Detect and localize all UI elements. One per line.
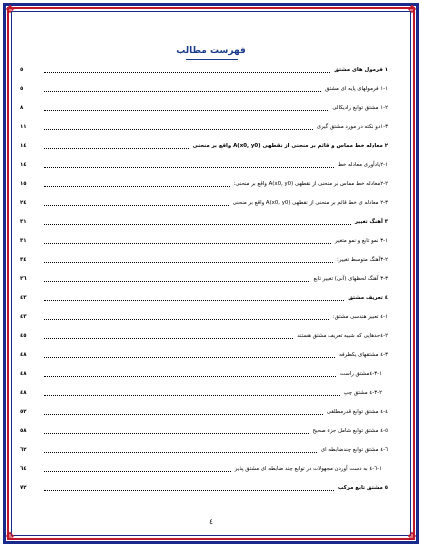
toc-leader [44,490,334,491]
toc-entry-label: ٣-٢ معادله ی خط قائم بر منحنی از نقطهی A(x0, y0) واقع بر منحنی [232,200,388,206]
toc-leader [44,452,317,453]
toc-leader [44,186,230,187]
toc-entry-label: ٥-٤ مشتق توابع شامل جزء صحیح [312,428,388,434]
toc-entry-page: ٥٨ [20,428,27,434]
toc-leader [44,72,330,73]
toc-entry[interactable] [20,349,388,361]
toc-leader [44,243,331,244]
toc-entry[interactable] [20,197,388,209]
corner-ornament-icon: ✥ [407,3,417,16]
toc-entry[interactable] [20,368,388,380]
toc-entry-label: ٢-٣آهنگ متوسط تغییر: [336,257,388,263]
toc-leader [44,281,309,282]
toc-leader [44,395,340,396]
toc-entry[interactable] [20,425,388,437]
toc-entry[interactable] [20,406,388,418]
toc-entry[interactable] [20,463,388,475]
toc-entry[interactable] [20,444,388,456]
toc-entry[interactable] [20,121,388,133]
toc-entry-label: ٢-٣-٤ مشتق چپ [343,390,382,396]
toc-entry-label: ٣-٤ مشتقهای یکطرفه [339,352,388,358]
toc-entry-page: ١٤ [20,162,27,168]
toc-leader [44,376,336,377]
toc-entry-label: ١ فرمول های مشتق [334,67,388,73]
toc-entry-page: ١٤ [20,143,27,149]
toc-entry-label: ٤ تعریف مشتق [348,295,388,301]
toc-leader [44,319,329,320]
toc-entry-label: ١-٣ نمو تابع و نمو متغیر [335,238,388,244]
toc-leader [44,110,328,111]
toc-entry-label: ٣ آهنگ تغییر [354,219,388,225]
toc-entry-page: ٤٨ [20,390,27,396]
toc-entry-page: ١١ [20,124,27,130]
toc-leader [44,414,323,415]
toc-entry[interactable] [20,216,388,228]
toc-leader [44,205,229,206]
toc-entry-page: ٣٦ [20,276,27,282]
toc-entry[interactable] [20,330,388,342]
toc-entry-label: ١-٣-٤مشتق راست [339,371,382,377]
toc-entry[interactable] [20,83,388,95]
toc-entry[interactable] [20,64,388,76]
toc-entry[interactable] [20,273,388,285]
toc-entry-page: ٣١ [20,219,27,225]
toc-entry-page: ٤٣ [20,314,27,320]
toc-entry-page: ٤٣ [20,295,27,301]
toc-entry-page: ٤٥ [20,333,27,339]
toc-leader [44,471,231,472]
toc-entry[interactable] [20,311,388,323]
toc-entry[interactable] [20,140,388,152]
toc-entry-page: ٦٢ [20,447,27,453]
toc-entry-page: ٥ [20,86,24,92]
toc-leader [44,433,309,434]
toc-entry-label: ١-٢یادآوری معادله خط [337,162,388,168]
toc-entry-label: ٢ معادله خط مماس و قائم بر منحنی از نقطهی A(x0, y0) واقع بر منحنی [192,143,388,149]
toc-entry[interactable] [20,235,388,247]
toc-entry-page: ١٥ [20,181,27,187]
toc-entry-page: ٧٢ [20,485,27,491]
page-number: ٤ [209,518,213,526]
toc-entry-label: ٣-٣ آهنگ لحظهای (آنی) تغییر تابع [313,276,388,282]
toc-leader [44,357,335,358]
toc-leader [44,167,334,168]
toc-entry-page: ٤٨ [20,352,27,358]
toc-entry-label: ٥ مشتق تابع مرکب [337,485,388,491]
toc-entry-label: ٣-١دو نکته در مورد مشتق گیری [316,124,388,130]
toc-entry-page: ٣٤ [20,257,27,263]
corner-ornament-icon: ✥ [5,3,15,16]
toc-leader [44,129,313,130]
toc-entry-page: ٨ [20,105,24,111]
toc-leader [44,91,321,92]
toc-entry[interactable] [20,159,388,171]
toc-entry-page: ٤٨ [20,371,27,377]
toc-entry-page: ٦٤ [20,466,27,472]
page-title: فهرست مطالب [176,46,246,56]
toc-leader [44,300,344,301]
corner-ornament-icon: ✥ [407,530,417,543]
toc-entry[interactable] [20,292,388,304]
toc-entry-page: ٥٢ [20,409,27,415]
toc-leader [44,338,293,339]
toc-entry-label: ٦-٤ مشتق توابع چندضابطه ای [320,447,388,453]
toc-entry-page: ٥ [20,67,24,73]
toc-entry-label: ١-٦-٤ به دست آوردن مجهولات در توابع چند ضابطه ای مشتق پذیر [234,466,382,472]
toc-entry[interactable] [20,178,388,190]
toc-entry[interactable] [20,387,388,399]
toc-entry-label: ٢-٤حدهایی که شبیه تعریف مشتق هستند [297,333,388,339]
toc-leader [44,224,351,225]
toc-entry[interactable] [20,254,388,266]
toc-entry-label: ١-٤ تعبیر هندسی مشتق: [332,314,388,320]
toc-entry[interactable] [20,102,388,114]
corner-ornament-icon: ✥ [5,530,15,543]
title-underline [186,59,238,60]
toc-entry-label: ٤-٤ مشتق توابع قدرمطلقی [326,409,388,415]
toc-entry-page: ٣١ [20,238,27,244]
toc-leader [44,148,189,149]
toc-leader [44,262,333,263]
toc-entry-page: ٢٤ [20,200,27,206]
toc-entry-label: ٢-١ مشتق توابع رادیکالی [332,105,388,111]
toc-entry-label: ١-١ فرمولهای پایه ای مشتق [325,86,388,92]
toc-entry[interactable] [20,482,388,494]
toc-entry-label: ٢-٢معادله خط مماس بر منحنی از نقطهی A(x0, y0) واقع بر منحنی: [233,181,388,187]
